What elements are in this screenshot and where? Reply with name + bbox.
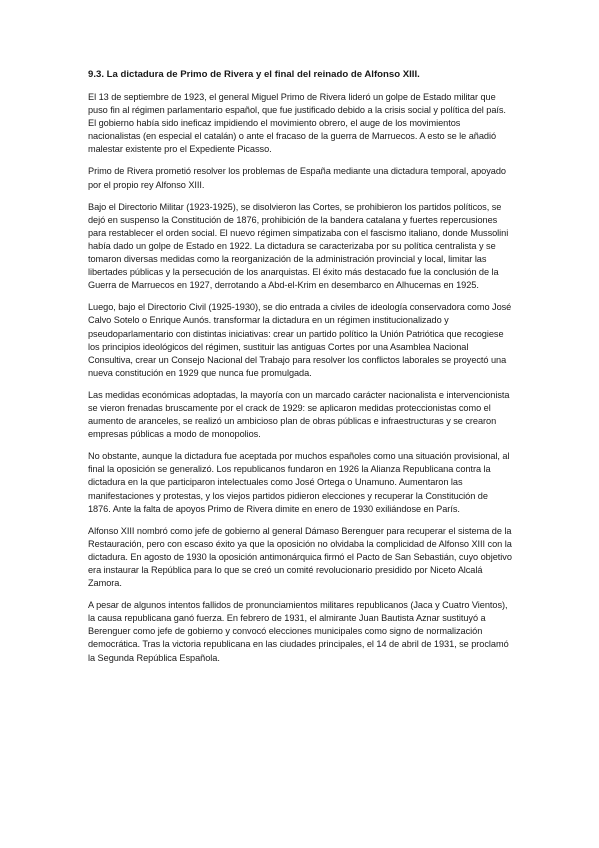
paragraph-3: Bajo el Directorio Militar (1923-1925), se disolvieron las Cortes, se prohibieron los partidos políticos, se dejó en suspenso la Constitución de 1876, prohibición de la bandera catalana y fuertes repercusiones para restablecer el orden social. El nuevo régimen simpatizaba con el fascismo italiano, donde Mussolini había dado un golpe de Estado en 1922. La dictadura se caracterizaba por su política centralista y se tomaron diversas medidas como la reorganización de la administración provincial y local, limitar las libertades públicas y la persecución de los anarquistas. El éxito más destacado fue la conclusión de la Guerra de Marruecos en 1927, derrotando a Abd-el-Krim en desembarco en Alhucemas en 1925. (88, 201, 509, 291)
section-title: 9.3. La dictadura de Primo de Rivera y el final del reinado de Alfonso XIII. (88, 69, 420, 80)
paragraph-8: A pesar de algunos intentos fallidos de pronunciamientos militares republicanos (Jaca y Cuatro Vientos), la causa republicana ganó fuerza. En febrero de 1931, el almirante Juan Bautista Aznar sustituyó a Berenguer como jefe de gobierno y convocó elecciones municipales como signo de normalización democrática. Tras la victoria republicana en las ciudades principales, el 14 de abril de 1931, se proclamó la Segunda República Española. (88, 600, 509, 663)
paragraph-6: No obstante, aunque la dictadura fue aceptada por muchos españoles como una situación provisional, al final la oposición se generalizó. Los republicanos fundaron en 1926 la Alianza Republicana contra la dictadura en la que participaron intelectuales como José Ortega o Unamuno. Aumentaron las manifestaciones y protestas, y los viejos partidos pidieron elecciones y recuperar la Constitución de 1876. Ante la falta de apoyos Primo de Rivera dimite en enero de 1930 exiliándose en París. (88, 451, 510, 514)
paragraph-5: Las medidas económicas adoptadas, la mayoría con un marcado carácter nacionalista e intervencionista se vieron frenadas bruscamente por el crack de 1929: se aplicaron medidas proteccionistas como el aumento de aranceles, se realizó un ambicioso plan de obras públicas e infraestructuras y se crearon empresas públicas a modo de monopolios. (88, 389, 510, 440)
paragraph-4: Luego, bajo el Directorio Civil (1925-1930), se dio entrada a civiles de ideología conservadora como José Calvo Sotelo o Enrique Aunós. transformar la dictadura en un régimen institucionalizado y pseudoparlamentario con distintas iniciativas: crear un partido político la Unión Patriótica que recogiese los principios ideológicos del régimen, sustituir las antiguas Cortes por una Asamblea Nacional Consultiva, crear un Consejo Nacional del Trabajo para resolver los conflictos laborales se proyectó una nueva constitución en 1929 que nunca fue promulgada. (88, 302, 512, 378)
paragraph-2: Primo de Rivera prometió resolver los problemas de España mediante una dictadura temporal, apoyado por el propio rey Alfonso XIII. (88, 166, 506, 190)
paragraph-7: Alfonso XIII nombró como jefe de gobierno al general Dámaso Berenguer para recuperar el sistema de la Restauración, pero con escaso éxito ya que la oposición no olvidaba la complicidad de Alfonso XIII con la dictadura. En agosto de 1930 la oposición antimonárquica firmó el Pacto de San Sebastián, cuyo objetivo era instaurar la República para lo que se creó un comité revolucionario presidido por Niceto Alcalá Zamora. (88, 525, 512, 589)
paragraph-1: El 13 de septiembre de 1923, el general Miguel Primo de Rivera lideró un golpe de Estado militar que puso fin al régimen parlamentario español, que fue justificado debido a la crisis social y política del país. El gobierno había sido ineficaz impidiendo el movimiento obrero, el auge de los movimientos nacionalistas (en especial el catalán) o ante el fracaso de la guerra de Marruecos. A esto se le añadió malestar existente pro el Expediente Picasso. (88, 92, 506, 155)
document-body (88, 68, 513, 674)
